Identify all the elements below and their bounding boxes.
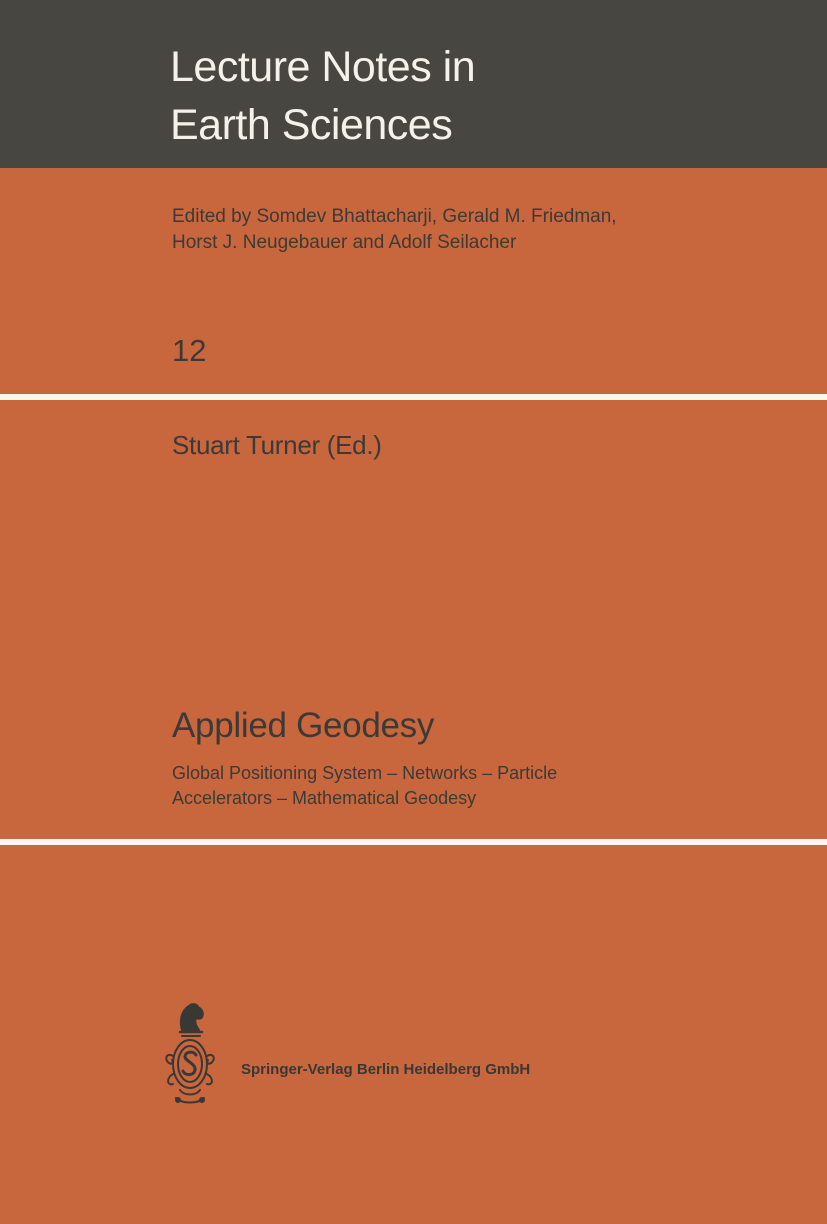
divider-rule-bottom <box>0 839 827 845</box>
editors-line-2: Horst J. Neugebauer and Adolf Seilacher <box>172 232 517 253</box>
publisher-name: Springer-Verlag Berlin Heidelberg GmbH <box>241 1061 531 1078</box>
book-subtitle <box>172 761 557 811</box>
editors-line-1: Edited by Somdev Bhattacharji, Gerald M. Friedman, <box>172 206 617 227</box>
divider-rule-top <box>0 394 827 400</box>
volume-number: 12 <box>172 333 207 368</box>
series-title-line-2: Earth Sciences <box>170 101 453 149</box>
subtitle-line-1: Global Positioning System – Networks – Particle <box>172 763 558 783</box>
series-editors <box>172 204 617 256</box>
series-header-band <box>0 0 827 168</box>
book-author: Stuart Turner (Ed.) <box>172 430 382 460</box>
subtitle-line-2: Accelerators – Mathematical Geodesy <box>172 788 477 808</box>
series-title-line-1: Lecture Notes in <box>170 43 476 91</box>
book-title: Applied Geodesy <box>172 706 435 745</box>
springer-knight-logo-icon <box>158 1000 222 1110</box>
series-title <box>170 38 475 154</box>
